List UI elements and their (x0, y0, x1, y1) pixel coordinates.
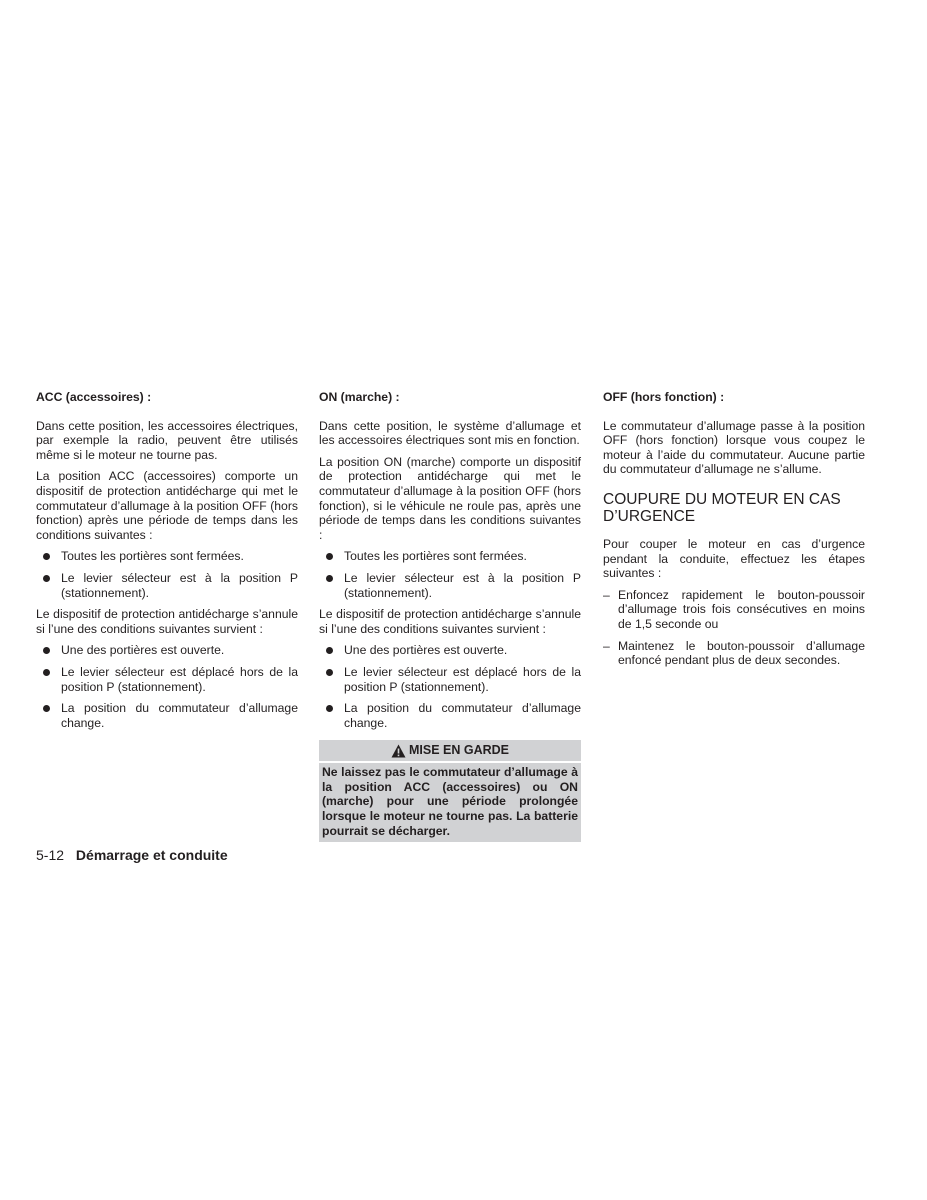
warning-triangle-icon (391, 744, 406, 758)
list-item (319, 665, 581, 694)
acc-paragraph-2: La position ACC (accessoires) comporte un dispositif de protection antidécharge qui met le commutateur d’allumage à la position OFF (hors fonction) après une période de temps dans les conditions suivantes : (36, 469, 298, 542)
bullet-dot-icon (43, 575, 50, 582)
emergency-paragraph: Pour couper le moteur en cas d’urgence pendant la conduite, effectuez les étapes suivantes : (603, 536, 865, 581)
caution-box (319, 740, 581, 842)
list-item (319, 643, 581, 658)
right-column (603, 390, 865, 675)
emergency-steps-list (603, 588, 865, 668)
emergency-section-title: COUPURE DU MOTEUR EN CAS D’URGENCE (603, 490, 841, 525)
dash-marker: – (603, 587, 610, 602)
list-item-text: Toutes les portières sont fermées. (61, 549, 244, 564)
chapter-title: Démarrage et conduite (75, 847, 228, 863)
list-item-text: Une des portières est ouverte. (344, 643, 508, 658)
off-heading: OFF (hors fonction) : (603, 390, 725, 404)
list-item (36, 643, 298, 658)
off-paragraph-1: Le commutateur d’allumage passe à la position OFF (hors fonction) lorsque vous coupez le moteur à l’aide du commutateur. Aucune partie du commutateur d’allumage ne s’allume. (603, 418, 865, 477)
on-cancel-list (319, 643, 581, 730)
bullet-dot-icon (43, 647, 50, 654)
list-item-text: Le levier sélecteur est déplacé hors de la position P (stationnement). (61, 664, 298, 694)
list-item (36, 701, 298, 730)
acc-conditions-list (36, 549, 298, 600)
list-item-text: Le levier sélecteur est déplacé hors de la position P (stationnement). (344, 664, 581, 694)
list-item-text: Une des portières est ouverte. (61, 643, 225, 658)
caution-header (319, 740, 581, 763)
list-item (603, 639, 865, 668)
list-item (603, 588, 865, 632)
list-item-text: Le levier sélecteur est à la position P (stationnement). (61, 570, 298, 600)
left-column (36, 390, 298, 737)
list-item-text: Le levier sélecteur est à la position P (stationnement). (344, 570, 581, 600)
list-item (319, 701, 581, 730)
middle-column (319, 390, 581, 842)
bullet-dot-icon (43, 669, 50, 676)
list-item-text: Toutes les portières sont fermées. (344, 549, 527, 564)
list-item (319, 571, 581, 600)
list-item-text: Maintenez le bouton-poussoir d’allumage enfoncé pendant plus de deux secondes. (618, 638, 865, 668)
acc-paragraph-3: Le dispositif de protection antidécharge s’annule si l’une des conditions suivantes survient : (36, 607, 298, 636)
list-item-text: Enfoncez rapidement le bouton-poussoir d’allumage trois fois consécutives en moins de 1,5 seconde ou (618, 587, 865, 631)
acc-cancel-list (36, 643, 298, 730)
list-item (36, 571, 298, 600)
on-conditions-list (319, 549, 581, 600)
bullet-dot-icon (326, 669, 333, 676)
bullet-dot-icon (326, 553, 333, 560)
dash-marker: – (603, 638, 610, 653)
list-item (319, 549, 581, 564)
acc-heading: ACC (accessoires) : (36, 390, 152, 404)
on-paragraph-1: Dans cette position, le système d’allumage et les accessoires électriques sont mis en fonction. (319, 418, 581, 448)
on-paragraph-2: La position ON (marche) comporte un dispositif de protection antidécharge qui met le commutateur d’allumage à la position OFF (hors fonction), si le véhicule ne roule pas, après une période de temps dans les conditions suivantes : (319, 454, 581, 542)
bullet-dot-icon (43, 553, 50, 560)
caution-text: Ne laissez pas le commutateur d’allumage à la position ACC (accessoires) ou ON (marche) pour une période prolongée lorsque le moteur ne tourne pas. La batterie pourrait se décharger. (322, 765, 578, 838)
page-number: 5-12 (36, 847, 65, 863)
bullet-dot-icon (326, 647, 333, 654)
list-item-text: La position du commutateur d’allumage change. (61, 701, 298, 730)
on-paragraph-3: Le dispositif de protection antidécharge s’annule si l’une des conditions suivantes survient : (319, 607, 581, 636)
list-item (36, 549, 298, 564)
acc-paragraph-1: Dans cette position, les accessoires électriques, par exemple la radio, peuvent être utilisés même si le moteur ne tourne pas. (36, 418, 298, 462)
list-item-text: La position du commutateur d’allumage change. (344, 701, 581, 730)
caution-title: MISE EN GARDE (408, 743, 509, 758)
bullet-dot-icon (43, 705, 50, 712)
bullet-dot-icon (326, 575, 333, 582)
list-item (36, 665, 298, 694)
page-footer (36, 847, 228, 863)
bullet-dot-icon (326, 705, 333, 712)
on-heading: ON (marche) : (319, 390, 400, 404)
